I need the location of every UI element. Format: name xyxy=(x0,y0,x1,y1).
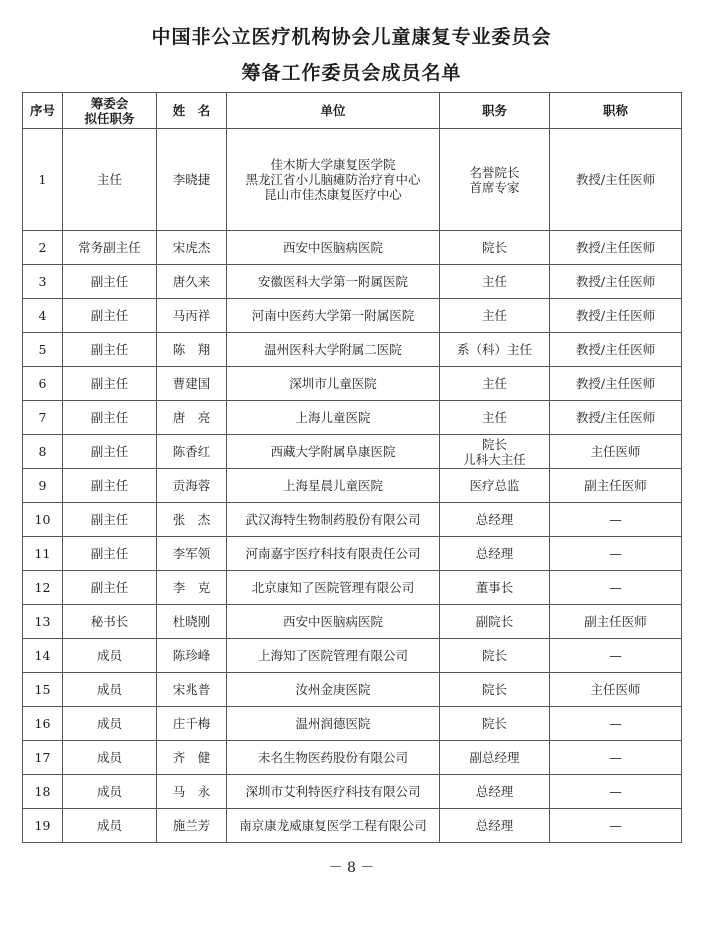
cell-unit-line: 河南中医药大学第一附属医院 xyxy=(251,308,415,323)
cell-title: 教授/主任医师 xyxy=(550,129,682,231)
cell-position-line: 总经理 xyxy=(475,512,514,527)
cell-name: 庄千梅 xyxy=(157,707,227,741)
table-row xyxy=(23,503,682,537)
document-subtitle: 筹备工作委员会成员名单 xyxy=(241,62,462,84)
table-row xyxy=(23,707,682,741)
cell-role: 副主任 xyxy=(63,537,157,571)
table-row xyxy=(23,265,682,299)
cell-name: 唐久来 xyxy=(157,265,227,299)
cell-seq: 7 xyxy=(23,401,63,435)
cell-title: — xyxy=(550,741,682,775)
cell-seq: 13 xyxy=(23,605,63,639)
cell-name: 唐 亮 xyxy=(157,401,227,435)
cell-role: 副主任 xyxy=(63,333,157,367)
cell-unit xyxy=(227,367,440,401)
cell-unit xyxy=(227,775,440,809)
table-row xyxy=(23,367,682,401)
cell-name: 曹建国 xyxy=(157,367,227,401)
cell-role: 副主任 xyxy=(63,503,157,537)
cell-position xyxy=(440,469,550,503)
cell-position-line: 院长 xyxy=(481,436,507,452)
cell-unit xyxy=(227,673,440,707)
col-header-role-line2: 拟任职务 xyxy=(84,110,135,126)
cell-title: 教授/主任医师 xyxy=(550,299,682,333)
cell-name: 李军领 xyxy=(157,537,227,571)
cell-unit-line: 黑龙江省小儿脑瘫防治疗育中心 xyxy=(245,172,421,187)
cell-position-line: 院长 xyxy=(481,648,507,663)
cell-role: 成员 xyxy=(63,639,157,673)
cell-title: 副主任医师 xyxy=(550,605,682,639)
cell-position-line: 副院长 xyxy=(475,614,514,629)
cell-role: 副主任 xyxy=(63,435,157,469)
table-row xyxy=(23,537,682,571)
cell-position xyxy=(440,571,550,605)
cell-seq: 3 xyxy=(23,265,63,299)
cell-name: 宋兆普 xyxy=(157,673,227,707)
col-header-unit: 单位 xyxy=(227,93,440,129)
cell-position xyxy=(440,605,550,639)
cell-title: — xyxy=(550,537,682,571)
cell-seq: 10 xyxy=(23,503,63,537)
cell-seq: 11 xyxy=(23,537,63,571)
cell-role: 常务副主任 xyxy=(63,231,157,265)
cell-unit xyxy=(227,741,440,775)
cell-unit xyxy=(227,333,440,367)
cell-name: 杜晓刚 xyxy=(157,605,227,639)
cell-position-line: 主任 xyxy=(481,410,507,425)
cell-name: 张 杰 xyxy=(157,503,227,537)
cell-seq: 6 xyxy=(23,367,63,401)
cell-title: 教授/主任医师 xyxy=(550,231,682,265)
cell-position xyxy=(440,401,550,435)
cell-unit-line: 佳木斯大学康复医学院 xyxy=(270,157,396,172)
cell-unit-line: 深圳市儿童医院 xyxy=(289,376,377,391)
cell-title: 主任医师 xyxy=(550,673,682,707)
cell-title: — xyxy=(550,639,682,673)
cell-name: 李晓捷 xyxy=(157,129,227,231)
cell-unit-line: 南京康龙威康复医学工程有限公司 xyxy=(239,818,427,833)
cell-unit-line: 西安中医脑病医院 xyxy=(282,614,383,629)
col-header-name: 姓 名 xyxy=(157,93,227,129)
cell-title: — xyxy=(550,707,682,741)
cell-position-line: 主任 xyxy=(481,274,507,289)
cell-position-line: 总经理 xyxy=(475,784,514,799)
cell-position xyxy=(440,775,550,809)
page-number: － 8 － xyxy=(328,860,375,876)
cell-unit-line: 上海儿童医院 xyxy=(295,410,371,425)
cell-position-line: 副总经理 xyxy=(469,750,520,765)
cell-unit xyxy=(227,639,440,673)
cell-position-line: 主任 xyxy=(481,376,507,391)
cell-seq: 19 xyxy=(23,809,63,843)
cell-seq: 5 xyxy=(23,333,63,367)
cell-position-line: 院长 xyxy=(481,240,507,255)
cell-title: — xyxy=(550,571,682,605)
cell-title: — xyxy=(550,775,682,809)
table-row xyxy=(23,435,682,469)
cell-position xyxy=(440,673,550,707)
cell-unit xyxy=(227,231,440,265)
table-row xyxy=(23,571,682,605)
cell-seq: 8 xyxy=(23,435,63,469)
cell-seq: 1 xyxy=(23,129,63,231)
cell-unit xyxy=(227,571,440,605)
cell-position xyxy=(440,299,550,333)
cell-role: 成员 xyxy=(63,809,157,843)
cell-name: 施兰芳 xyxy=(157,809,227,843)
cell-position xyxy=(440,435,550,469)
cell-role: 副主任 xyxy=(63,265,157,299)
cell-role: 副主任 xyxy=(63,401,157,435)
cell-position xyxy=(440,265,550,299)
table-row xyxy=(23,775,682,809)
cell-position xyxy=(440,503,550,537)
cell-unit-line: 上海星晨儿童医院 xyxy=(282,478,383,493)
col-header-seq: 序号 xyxy=(23,93,63,129)
cell-unit xyxy=(227,265,440,299)
document-title: 中国非公立医疗机构协会儿童康复专业委员会 xyxy=(151,26,552,48)
cell-unit xyxy=(227,129,440,231)
col-header-position: 职务 xyxy=(440,93,550,129)
table-row xyxy=(23,673,682,707)
table-row xyxy=(23,605,682,639)
table-row xyxy=(23,401,682,435)
cell-unit-line: 深圳市艾利特医疗科技有限公司 xyxy=(245,784,421,799)
cell-role: 主任 xyxy=(63,129,157,231)
cell-seq: 2 xyxy=(23,231,63,265)
cell-title: 教授/主任医师 xyxy=(550,401,682,435)
cell-name: 陈香红 xyxy=(157,435,227,469)
col-header-role-line1: 筹委会 xyxy=(90,95,129,111)
cell-name: 马 永 xyxy=(157,775,227,809)
cell-unit xyxy=(227,707,440,741)
cell-seq: 4 xyxy=(23,299,63,333)
members-table xyxy=(22,92,682,843)
cell-unit-line: 温州医科大学附属二医院 xyxy=(264,342,402,357)
table-row xyxy=(23,639,682,673)
cell-role: 秘书长 xyxy=(63,605,157,639)
cell-unit-line: 温州润德医院 xyxy=(295,716,371,731)
cell-role: 副主任 xyxy=(63,299,157,333)
cell-role: 副主任 xyxy=(63,367,157,401)
table-row xyxy=(23,469,682,503)
col-header-role xyxy=(63,93,157,129)
cell-role: 成员 xyxy=(63,741,157,775)
table-row xyxy=(23,809,682,843)
cell-title: — xyxy=(550,809,682,843)
cell-title: — xyxy=(550,503,682,537)
table-header-row xyxy=(23,93,682,129)
cell-position xyxy=(440,231,550,265)
cell-name: 陈 翔 xyxy=(157,333,227,367)
cell-position-line: 董事长 xyxy=(475,580,514,595)
cell-position-line: 总经理 xyxy=(475,546,514,561)
cell-unit xyxy=(227,401,440,435)
cell-position-line: 系（科）主任 xyxy=(456,342,532,357)
cell-position xyxy=(440,741,550,775)
cell-seq: 16 xyxy=(23,707,63,741)
cell-unit-line: 未名生物医药股份有限公司 xyxy=(257,750,408,765)
col-header-title: 职称 xyxy=(550,93,682,129)
cell-name: 贡海蓉 xyxy=(157,469,227,503)
cell-seq: 9 xyxy=(23,469,63,503)
cell-name: 齐 健 xyxy=(157,741,227,775)
cell-unit xyxy=(227,809,440,843)
cell-name: 李 克 xyxy=(157,571,227,605)
cell-seq: 15 xyxy=(23,673,63,707)
cell-position xyxy=(440,707,550,741)
table-row xyxy=(23,741,682,775)
cell-role: 副主任 xyxy=(63,571,157,605)
cell-name: 陈珍峰 xyxy=(157,639,227,673)
cell-unit-line: 河南嘉宇医疗科技有限责任公司 xyxy=(245,546,421,561)
cell-position-line: 医疗总监 xyxy=(469,478,520,493)
cell-name: 马丙祥 xyxy=(157,299,227,333)
cell-seq: 14 xyxy=(23,639,63,673)
cell-position xyxy=(440,537,550,571)
cell-unit-line: 北京康知了医院管理有限公司 xyxy=(251,580,415,595)
table-row xyxy=(23,299,682,333)
cell-position xyxy=(440,639,550,673)
cell-position xyxy=(440,129,550,231)
cell-unit xyxy=(227,605,440,639)
cell-position-line: 院长 xyxy=(481,716,507,731)
table-row xyxy=(23,333,682,367)
cell-name: 宋虎杰 xyxy=(157,231,227,265)
cell-unit-line: 西藏大学附属阜康医院 xyxy=(270,444,396,459)
table-row xyxy=(23,231,682,265)
cell-seq: 12 xyxy=(23,571,63,605)
cell-title: 主任医师 xyxy=(550,435,682,469)
cell-unit xyxy=(227,537,440,571)
cell-unit-line: 汝州金庚医院 xyxy=(295,682,371,697)
cell-position-line: 院长 xyxy=(481,682,507,697)
cell-position-line: 首席专家 xyxy=(469,179,520,195)
cell-position xyxy=(440,367,550,401)
cell-position-line: 名誉院长 xyxy=(469,164,520,180)
cell-position xyxy=(440,333,550,367)
cell-position-line: 总经理 xyxy=(475,818,514,833)
cell-unit-line: 西安中医脑病医院 xyxy=(282,240,383,255)
table-row xyxy=(23,129,682,231)
cell-seq: 18 xyxy=(23,775,63,809)
cell-role: 成员 xyxy=(63,775,157,809)
cell-unit-line: 上海知了医院管理有限公司 xyxy=(257,648,408,663)
cell-unit xyxy=(227,503,440,537)
cell-title: 教授/主任医师 xyxy=(550,367,682,401)
cell-unit xyxy=(227,469,440,503)
cell-title: 教授/主任医师 xyxy=(550,265,682,299)
cell-title: 副主任医师 xyxy=(550,469,682,503)
cell-position-line: 主任 xyxy=(481,308,507,323)
cell-unit xyxy=(227,299,440,333)
cell-role: 副主任 xyxy=(63,469,157,503)
cell-seq: 17 xyxy=(23,741,63,775)
cell-unit-line: 武汉海特生物制药股份有限公司 xyxy=(245,512,421,527)
cell-position-line: 儿科大主任 xyxy=(463,451,526,467)
cell-unit-line: 安徽医科大学第一附属医院 xyxy=(257,274,408,289)
cell-unit xyxy=(227,435,440,469)
cell-position xyxy=(440,809,550,843)
cell-role: 成员 xyxy=(63,673,157,707)
cell-unit-line: 昆山市佳杰康复医疗中心 xyxy=(264,187,402,202)
cell-title: 教授/主任医师 xyxy=(550,333,682,367)
cell-role: 成员 xyxy=(63,707,157,741)
